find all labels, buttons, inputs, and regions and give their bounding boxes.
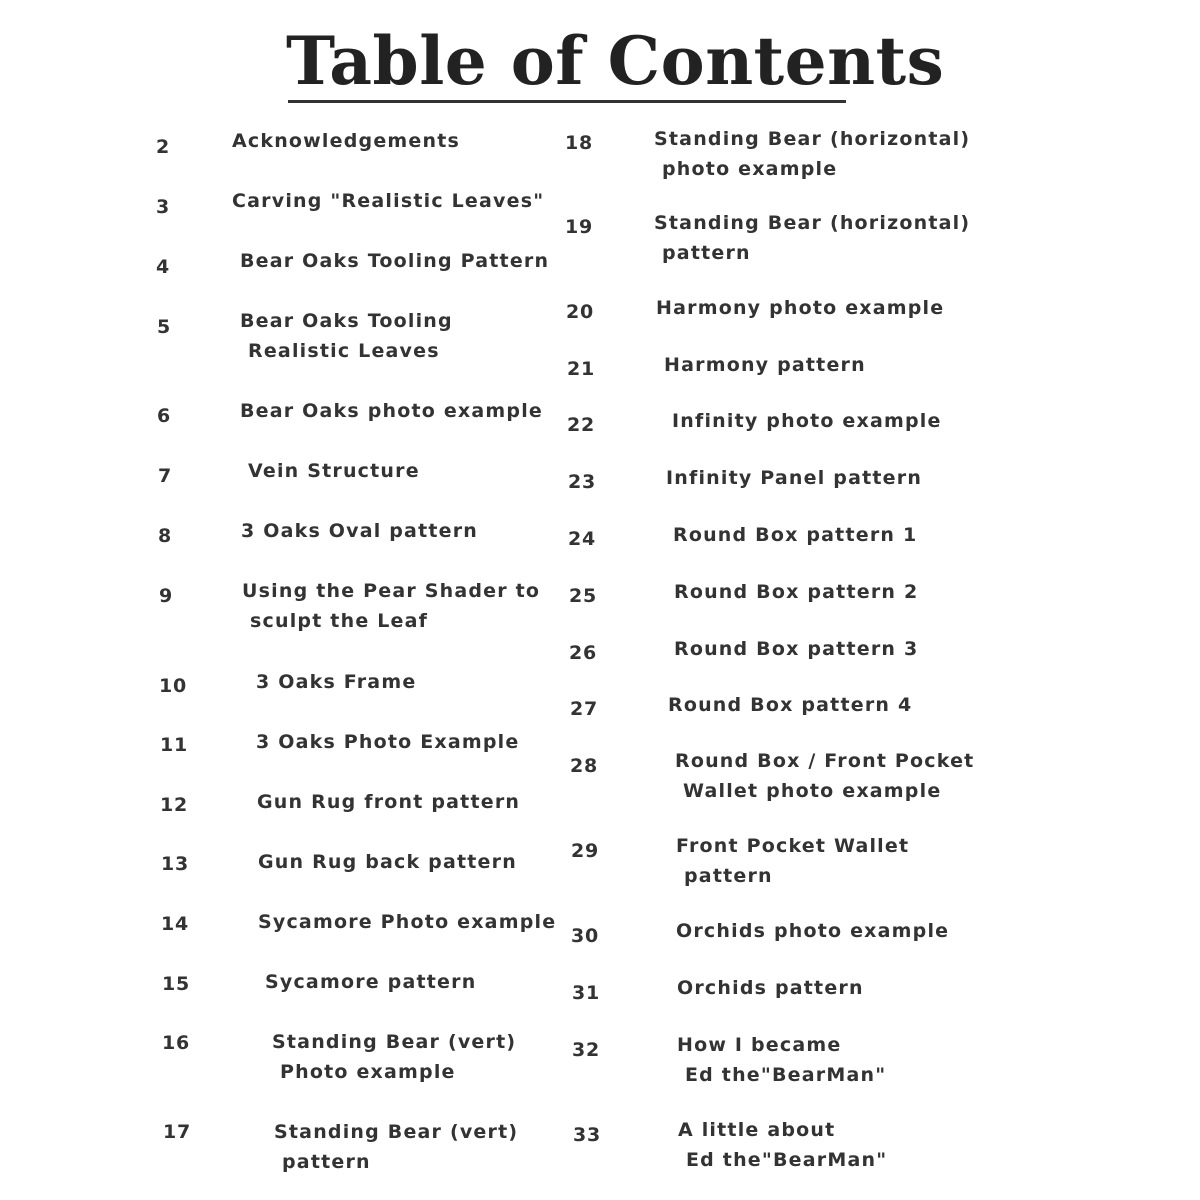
toc-entry-line: Round Box pattern 4 — [668, 694, 913, 716]
toc-entry-line: Orchids pattern — [677, 977, 864, 999]
toc-page-number: 20 — [566, 301, 595, 323]
toc-page-number: 3 — [156, 196, 171, 218]
toc-entry — [675, 750, 974, 802]
toc-entry-line: Round Box pattern 1 — [673, 524, 918, 546]
toc-entry — [241, 520, 478, 542]
toc-page-number: 29 — [571, 840, 600, 862]
toc-entry — [666, 467, 922, 489]
toc-entry-line: Sycamore Photo example — [258, 911, 557, 933]
toc-entry-line: Harmony photo example — [656, 297, 945, 319]
toc-page-number: 11 — [160, 734, 189, 756]
toc-entry — [668, 694, 912, 716]
toc-entry-line: Gun Rug back pattern — [258, 851, 517, 873]
toc-page-number: 23 — [568, 471, 597, 493]
toc-entry-line: Vein Structure — [248, 460, 420, 482]
toc-page-number: 26 — [569, 642, 598, 664]
toc-entry-line: 3 Oaks Photo Example — [256, 731, 520, 753]
toc-page-number: 32 — [572, 1039, 601, 1061]
toc-entry-line: Orchids photo example — [676, 920, 950, 942]
toc-entry-line: Acknowledgements — [232, 130, 461, 152]
toc-entry — [654, 212, 970, 264]
toc-entry-line: Ed the"BearMan" — [686, 1149, 888, 1171]
toc-entry-line: Realistic Leaves — [248, 340, 440, 362]
toc-page-number: 22 — [567, 414, 596, 436]
toc-entry — [656, 297, 944, 319]
toc-entry — [678, 1119, 887, 1171]
toc-page-number: 18 — [565, 132, 594, 154]
toc-page-number: 15 — [162, 973, 191, 995]
toc-page-number: 5 — [157, 316, 172, 338]
toc-entry — [274, 1121, 518, 1173]
toc-entry — [258, 851, 517, 873]
page-title: Table of Contents — [286, 22, 945, 100]
toc-entry — [272, 1031, 516, 1083]
toc-entry-line: Using the Pear Shader to — [242, 580, 541, 602]
toc-entry-line: Front Pocket Wallet — [676, 835, 910, 857]
toc-entry-line: pattern — [684, 865, 773, 887]
toc-entry — [240, 250, 549, 272]
toc-page-number: 28 — [570, 755, 599, 777]
toc-page-number: 7 — [158, 465, 173, 487]
toc-page-number: 8 — [158, 525, 173, 547]
toc-entry-line: 3 Oaks Frame — [256, 671, 417, 693]
toc-entry — [248, 460, 420, 482]
toc-entry — [258, 911, 556, 933]
toc-entry-line: Carving "Realistic Leaves" — [232, 190, 545, 212]
toc-page-number: 12 — [160, 794, 189, 816]
toc-entry-line: Bear Oaks Tooling — [240, 310, 453, 332]
toc-page-number: 27 — [570, 698, 599, 720]
toc-entry-line: Round Box pattern 3 — [674, 638, 919, 660]
toc-entry-line: Standing Bear (horizontal) — [654, 128, 971, 150]
title-underline — [288, 100, 846, 103]
toc-page-number: 24 — [568, 528, 597, 550]
toc-entry — [676, 835, 909, 887]
toc-entry-line: Ed the"BearMan" — [685, 1064, 887, 1086]
toc-entry-line: How I became — [677, 1034, 842, 1056]
toc-page-number: 10 — [159, 675, 188, 697]
toc-entry — [677, 1034, 886, 1086]
toc-page-number: 30 — [571, 925, 600, 947]
toc-page-number: 13 — [161, 853, 190, 875]
toc-entry — [240, 310, 453, 362]
toc-entry — [654, 128, 970, 180]
toc-page-number: 9 — [159, 585, 174, 607]
toc-entry — [673, 524, 917, 546]
toc-entry-line: Bear Oaks photo example — [240, 400, 543, 422]
toc-page-number: 25 — [569, 585, 598, 607]
toc-page-number: 31 — [572, 982, 601, 1004]
toc-entry — [232, 190, 544, 212]
toc-entry-line: sculpt the Leaf — [250, 610, 429, 632]
toc-entry-line: pattern — [662, 242, 751, 264]
toc-entry-line: Gun Rug front pattern — [257, 791, 521, 813]
toc-entry-line: photo example — [662, 158, 838, 180]
toc-entry-line: Standing Bear (vert) — [274, 1121, 519, 1143]
toc-entry-line: Infinity photo example — [672, 410, 942, 432]
toc-entry — [240, 400, 543, 422]
toc-entry-line: Sycamore pattern — [265, 971, 477, 993]
toc-entry-line: pattern — [282, 1151, 371, 1173]
toc-entry-line: Harmony pattern — [664, 354, 866, 376]
toc-page-number: 21 — [567, 358, 596, 380]
toc-entry-line: Round Box pattern 2 — [674, 581, 919, 603]
toc-entry — [674, 581, 918, 603]
toc-entry — [256, 731, 519, 753]
toc-entry — [256, 671, 416, 693]
toc-entry — [672, 410, 942, 432]
toc-page-number: 17 — [163, 1121, 192, 1143]
toc-page-number: 6 — [157, 405, 172, 427]
toc-entry-line: Wallet photo example — [683, 780, 942, 802]
toc-entry — [242, 580, 540, 632]
toc-entry-line: Standing Bear (vert) — [272, 1031, 517, 1053]
toc-page-number: 19 — [565, 216, 594, 238]
toc-page-number: 16 — [162, 1032, 191, 1054]
toc-entry-line: Round Box / Front Pocket — [675, 750, 975, 772]
toc-entry-line: A little about — [678, 1119, 836, 1141]
toc-entry — [676, 920, 949, 942]
toc-entry — [265, 971, 476, 993]
toc-entry-line: Standing Bear (horizontal) — [654, 212, 971, 234]
toc-entry — [664, 354, 866, 376]
toc-entry — [232, 130, 460, 152]
toc-page-number: 2 — [156, 136, 171, 158]
toc-entry-line: Photo example — [280, 1061, 456, 1083]
toc-entry-line: 3 Oaks Oval pattern — [241, 520, 479, 542]
toc-entry-line: Infinity Panel pattern — [666, 467, 923, 489]
toc-entry — [674, 638, 918, 660]
toc-entry — [257, 791, 520, 813]
toc-page-number: 33 — [573, 1124, 602, 1146]
toc-page-number: 14 — [161, 913, 190, 935]
toc-entry-line: Bear Oaks Tooling Pattern — [240, 250, 550, 272]
toc-page-number: 4 — [156, 256, 171, 278]
toc-entry — [677, 977, 864, 999]
